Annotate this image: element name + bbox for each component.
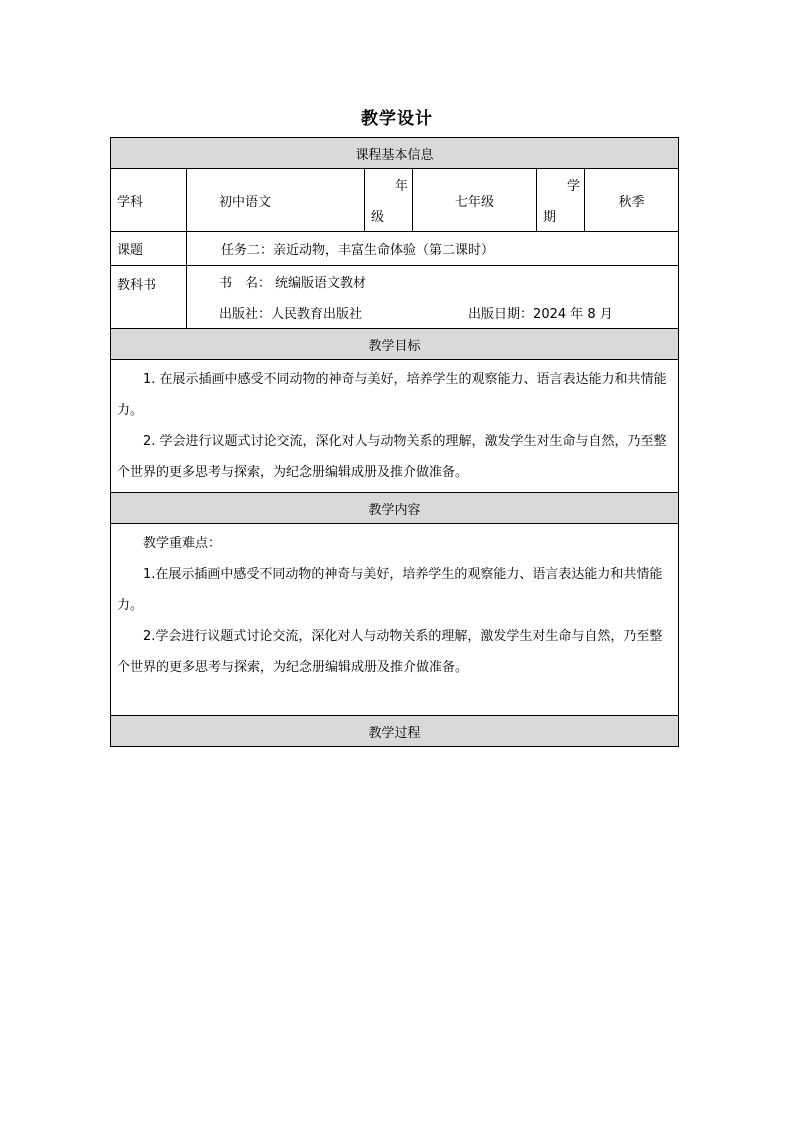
subject-value: 初中语文 bbox=[187, 169, 365, 232]
content-row bbox=[111, 524, 679, 716]
grade-label-top: 年 bbox=[394, 179, 408, 194]
topic-row bbox=[111, 232, 679, 266]
objective-item: 2. 学会进行议题式讨论交流，深化对人与动物关系的理解，激发学生对生命与自然，乃至整个世界的更多思考与探索，为纪念册编辑成册及推介做准备。 bbox=[117, 434, 667, 480]
section-title: 教学过程 bbox=[111, 716, 679, 747]
term-value: 秋季 bbox=[585, 169, 679, 232]
topic-value: 任务二：亲近动物，丰富生命体验（第二课时） bbox=[187, 232, 679, 266]
grade-label-bottom: 级 bbox=[371, 210, 385, 225]
objectives-cell bbox=[111, 360, 679, 493]
section-title: 教学目标 bbox=[111, 329, 679, 360]
grade-value: 七年级 bbox=[413, 169, 537, 232]
section-header-objectives bbox=[111, 329, 679, 360]
term-label-top: 学 bbox=[566, 179, 580, 194]
textbook-details bbox=[187, 266, 679, 329]
section-title: 课程基本信息 bbox=[111, 138, 679, 169]
objectives-row bbox=[111, 360, 679, 493]
topic-label: 课题 bbox=[111, 232, 187, 266]
publisher-value: 人民教育出版社 bbox=[271, 307, 363, 322]
grade-label-cell bbox=[365, 169, 413, 232]
section-header-process bbox=[111, 716, 679, 747]
textbook-row bbox=[111, 266, 679, 329]
book-name-value: 统编版语文教材 bbox=[275, 276, 367, 291]
publish-date-value: 2024 年 8 月 bbox=[533, 307, 613, 322]
section-title: 教学内容 bbox=[111, 493, 679, 524]
content-item: 1.在展示插画中感受不同动物的神奇与美好，培养学生的观察能力、语言表达能力和共情能力。 bbox=[117, 567, 663, 613]
subject-label: 学科 bbox=[111, 169, 187, 232]
lesson-plan-table bbox=[110, 137, 679, 747]
publisher-line bbox=[187, 297, 678, 328]
document-title: 教学设计 bbox=[361, 109, 433, 129]
info-row bbox=[111, 169, 679, 232]
section-header-basic-info bbox=[111, 138, 679, 169]
content-cell bbox=[111, 524, 679, 716]
book-name-key: 书 名： bbox=[219, 276, 272, 291]
textbook-label: 教科书 bbox=[111, 266, 187, 329]
publisher-key: 出版社： bbox=[219, 307, 272, 322]
term-label-cell bbox=[537, 169, 585, 232]
objective-item: 1. 在展示插画中感受不同动物的神奇与美好，培养学生的观察能力、语言表达能力和共情能力。 bbox=[117, 372, 667, 418]
publish-date-key: 出版日期： bbox=[468, 307, 534, 322]
term-label-bottom: 期 bbox=[543, 210, 557, 225]
book-name-line bbox=[187, 266, 678, 297]
content-heading: 教学重难点： bbox=[143, 536, 222, 551]
content-item: 2.学会进行议题式讨论交流，深化对人与动物关系的理解，激发学生对生命与自然，乃至整个世界的更多思考与探索，为纪念册编辑成册及推介做准备。 bbox=[117, 629, 663, 675]
section-header-content bbox=[111, 493, 679, 524]
